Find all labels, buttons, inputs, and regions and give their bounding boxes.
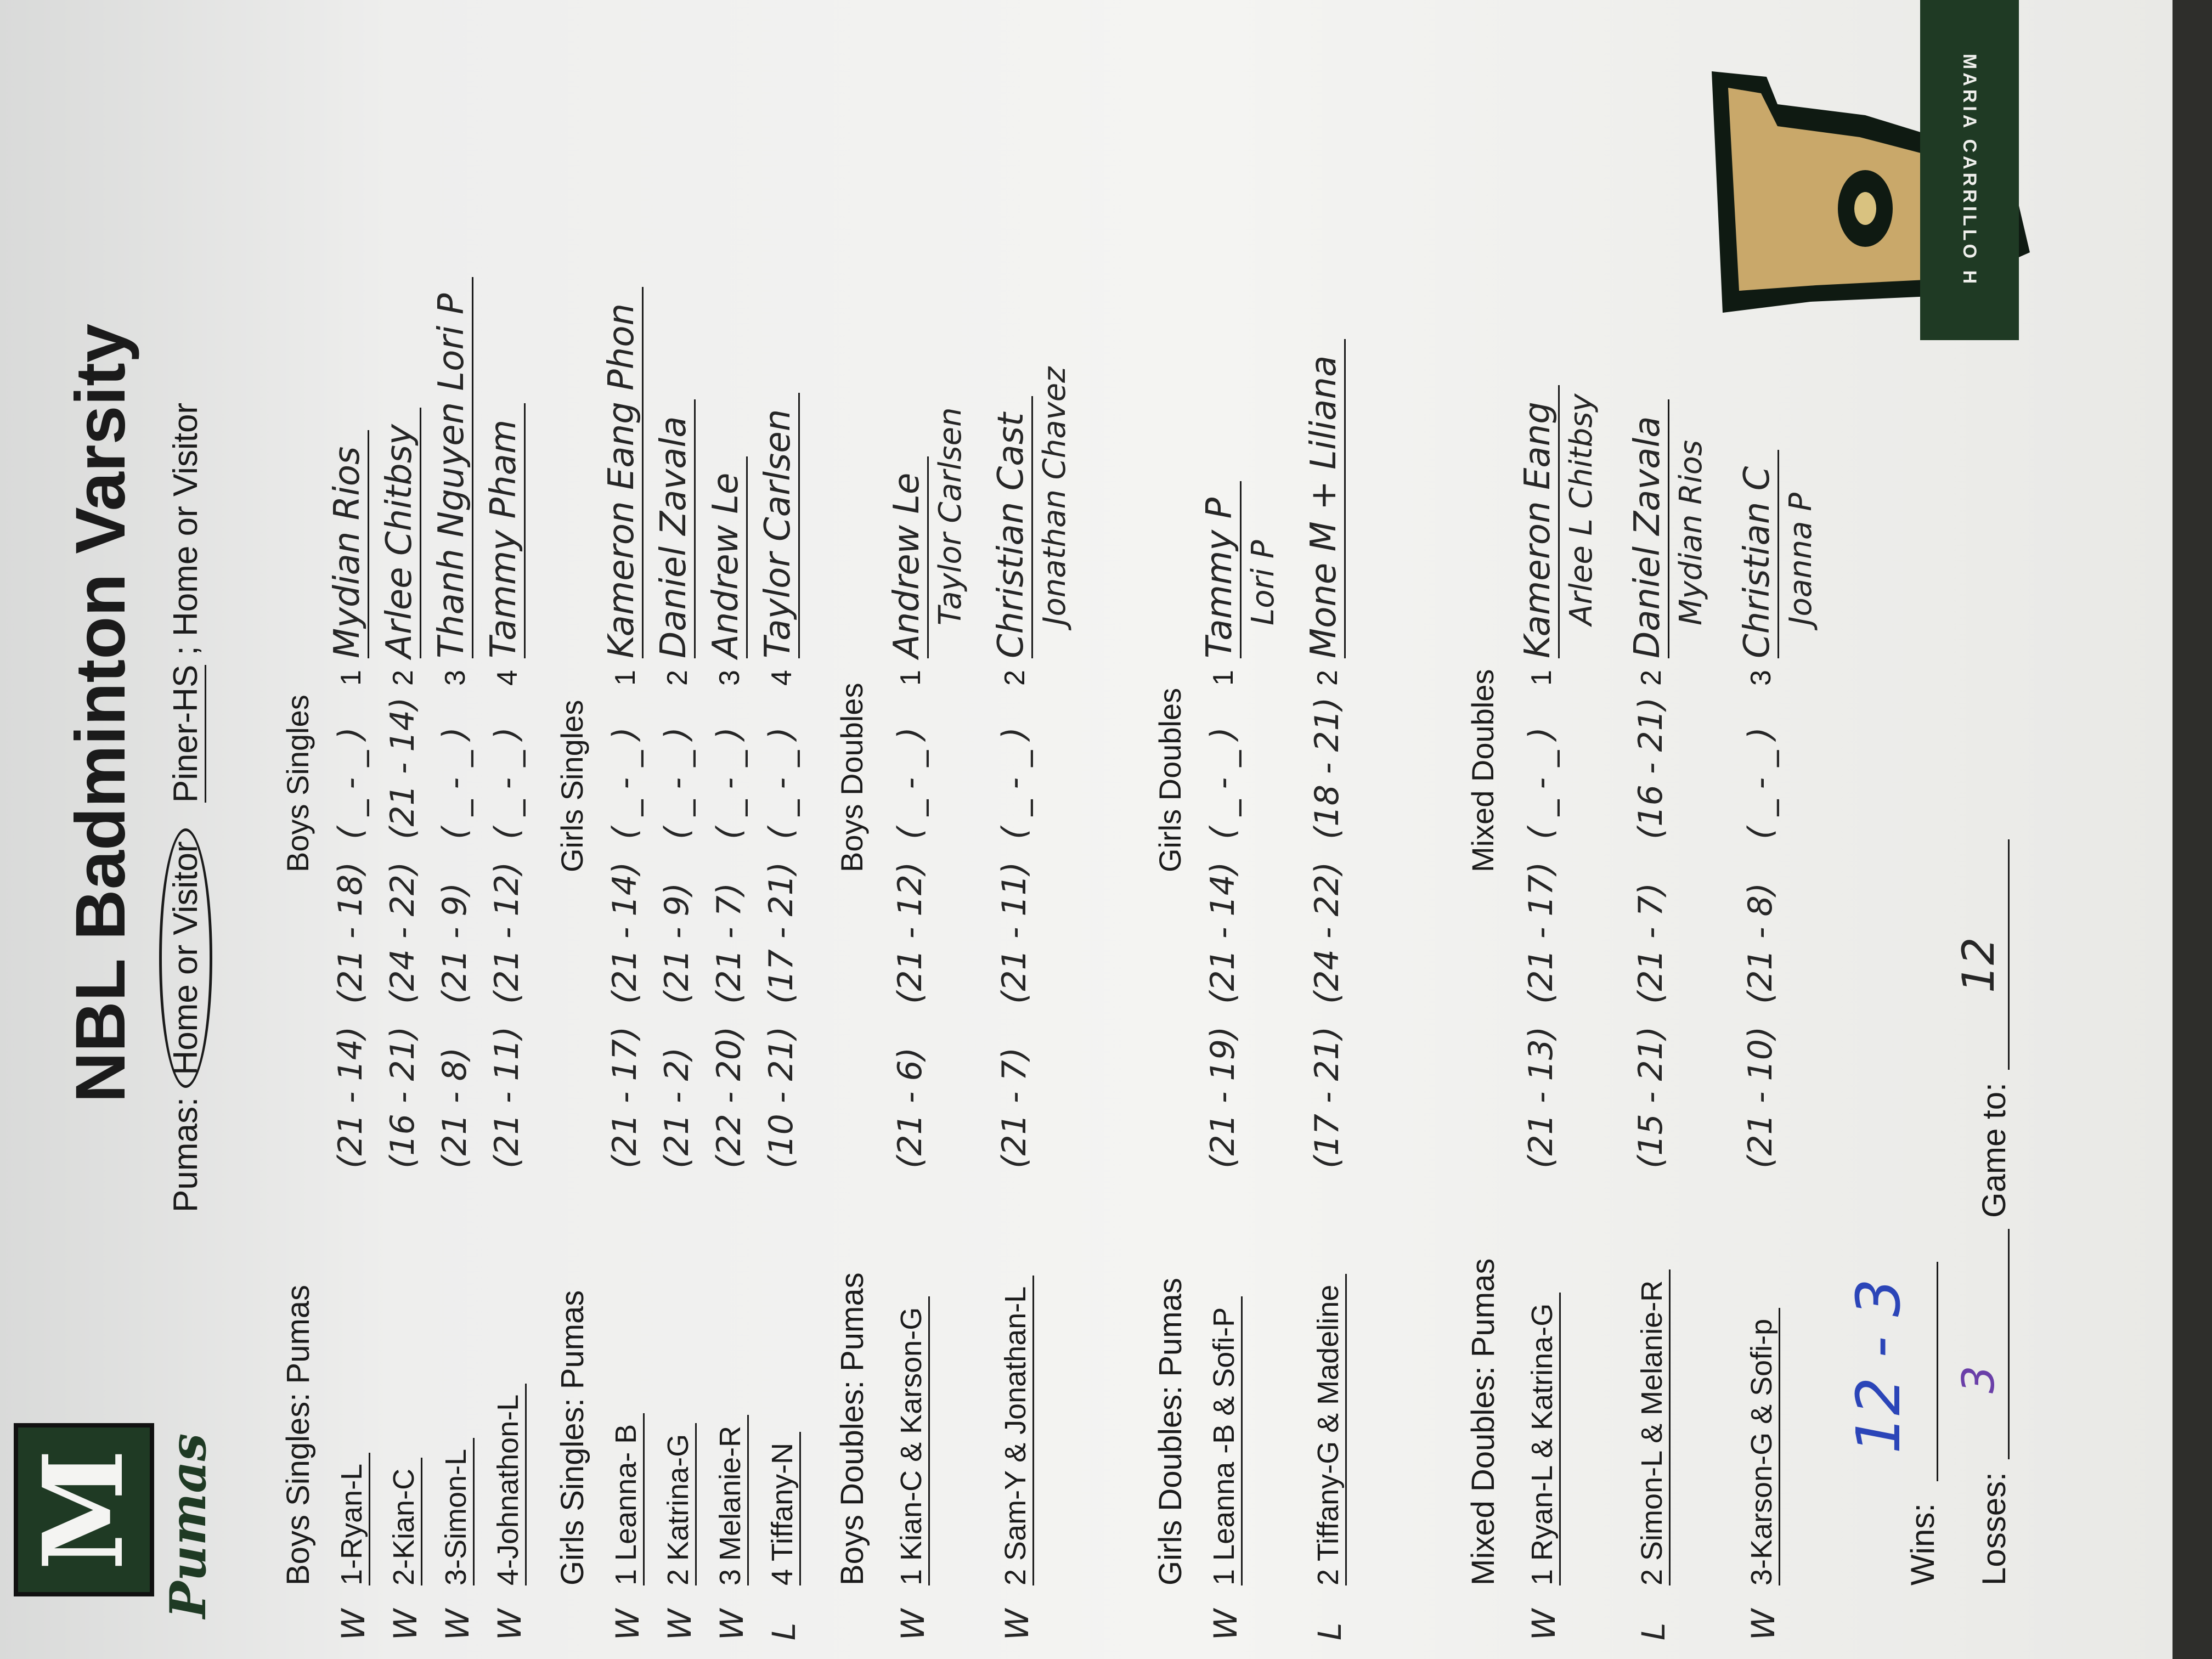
game3-score: ( _ - _ ) [762, 727, 800, 839]
mixed-doubles-row [1627, 33, 1709, 1651]
boys-doubles-title: Boys Doubles: Pumas [834, 1272, 870, 1585]
opponent-number: 2 [387, 670, 419, 686]
result-mark: W [1207, 1609, 1244, 1640]
scoresheet-page [0, 5, 2172, 1651]
opponent-player: Mone M + Liliana [1304, 339, 1346, 658]
opponent-player: Daniel Zavala [653, 400, 696, 659]
game1-score: (10 - 21) [762, 1026, 800, 1169]
boys-doubles-row [991, 33, 1073, 1651]
game2-score: (21 - 12) [488, 861, 526, 1004]
game2-score: (21 - 17) [1522, 861, 1560, 1004]
result-mark: W [1525, 1609, 1562, 1640]
mixed-doubles-head: Mixed Doubles [1465, 669, 1500, 872]
boys-singles-title: Boys Singles: Pumas [280, 1284, 316, 1585]
opponent-number: 1 [1526, 670, 1558, 686]
game1-score: (21 - 11) [488, 1026, 526, 1169]
result-mark: L [1311, 1622, 1348, 1640]
game3-score: ( _ - _ ) [606, 727, 644, 839]
boys-singles-head: Boys Singles [280, 695, 315, 872]
boys-singles-row [379, 33, 442, 1651]
boys-doubles-row [887, 33, 968, 1651]
result-mark: L [1635, 1622, 1672, 1640]
game2-score: (21 - 8) [1741, 882, 1780, 1004]
puma-player: 1 Ryan-L & Katrina-G [1525, 1293, 1561, 1585]
opponent-number: 3 [439, 670, 471, 686]
game2-score: (24 - 22) [383, 861, 422, 1004]
opponent-number: 3 [714, 670, 746, 686]
result-mark: W [387, 1609, 424, 1640]
result-mark: W [439, 1609, 476, 1640]
game1-score: (21 - 13) [1522, 1026, 1560, 1169]
game1-score: (21 - 7) [995, 1047, 1034, 1169]
puma-player: 4-Johnathon-L [491, 1384, 527, 1585]
result-mark: W [894, 1609, 932, 1640]
game3-score: (21 - 14) [383, 697, 422, 839]
puma-player: 2 Sam-Y & Jonathan-L [998, 1276, 1034, 1585]
game3-score: (18 - 21) [1308, 697, 1346, 839]
puma-player: 3-Karson-G & Sofi-p [1745, 1308, 1780, 1585]
losses-value: 3 [1953, 1365, 2004, 1393]
girls-doubles-head: Girls Doubles [1153, 687, 1187, 872]
result-mark: W [998, 1609, 1036, 1640]
opponent-player: Daniel Zavala [1627, 400, 1669, 659]
opponent-partner: Mydian Rios [1673, 439, 1709, 625]
opponent-number: 4 [492, 670, 523, 686]
girls-singles-title: Girls Singles: Pumas [555, 1290, 590, 1585]
opponent-name: Piner-HS [167, 665, 206, 803]
game3-score: ( _ - _ ) [1204, 727, 1242, 839]
game2-score: (21 - 9) [436, 882, 474, 1004]
game3-score: ( _ - _ ) [331, 727, 370, 839]
puma-player: 2 Katrina-G [661, 1423, 697, 1585]
opponent-player: Kameron Eang Phon [601, 287, 644, 658]
opponent-number: 2 [662, 670, 693, 686]
game-to-value: 12 [1953, 937, 2004, 993]
game1-score: (21 - 8) [436, 1047, 474, 1169]
game1-score: (21 - 6) [891, 1047, 929, 1169]
team-label: Pumas: [167, 1097, 205, 1212]
game2-score: (17 - 21) [762, 861, 800, 1004]
boys-singles-row [483, 33, 546, 1651]
opponent-player: Tammy P [1199, 481, 1242, 658]
game1-score: (16 - 21) [383, 1026, 422, 1169]
puma-player: 1 Leanna -B & Sofi-P [1207, 1296, 1243, 1585]
result-mark: L [765, 1622, 803, 1640]
game1-score: (21 - 10) [1741, 1026, 1780, 1169]
opponent-number: 2 [1312, 670, 1344, 686]
game2-score: (21 - 14) [1204, 861, 1242, 1004]
result-mark: W [491, 1609, 528, 1640]
mixed-doubles-title: Mixed Doubles: Pumas [1465, 1258, 1501, 1585]
game3-score: ( _ - _ ) [1741, 727, 1780, 839]
opponent-player: Andrew Le [887, 456, 929, 658]
opponent-player: Mydian Rios [327, 430, 369, 658]
puma-player: 3-Simon-L [439, 1438, 475, 1585]
game3-score: ( _ - _ ) [436, 727, 474, 839]
wins-value: 12 - 3 [1843, 1278, 1914, 1454]
opponent-partner: Taylor Carlsen [933, 407, 968, 625]
result-mark: W [335, 1609, 372, 1640]
opponent-player: Andrew Le [706, 456, 748, 658]
girls-singles-row [758, 33, 820, 1651]
game2-score: (21 - 12) [891, 861, 929, 1004]
game3-score: ( _ - _ ) [1522, 727, 1560, 839]
girls-singles-head: Girls Singles [555, 699, 589, 872]
school-banner-text: MARIA CARRILLO H [1959, 53, 1980, 287]
result-mark: W [661, 1609, 698, 1640]
girls-doubles-row [1199, 33, 1281, 1651]
game2-score: (24 - 22) [1308, 861, 1346, 1004]
boys-singles-row [431, 33, 494, 1651]
game1-score: (21 - 14) [331, 1026, 370, 1169]
wins-label: Wins: [1904, 1503, 1941, 1585]
game2-score: (21 - 7) [710, 882, 748, 1004]
game2-score: (21 - 14) [606, 861, 644, 1004]
game3-score: (16 - 21) [1632, 697, 1670, 839]
opponent-player: Christian C [1737, 450, 1779, 658]
girls-singles-row [653, 33, 716, 1651]
home-visitor-left: Home or Visitor [159, 828, 212, 1087]
header-line [159, 403, 212, 1212]
result-mark: W [1745, 1609, 1782, 1640]
puma-player: 4 Tiffany-N [765, 1432, 801, 1585]
boys-singles-row [327, 33, 390, 1651]
puma-player: 1 Kian-C & Karson-G [894, 1296, 930, 1585]
game3-score: ( _ - _ ) [995, 727, 1034, 839]
mixed-doubles-row [1517, 33, 1599, 1651]
sheet-title: NBL Badminton Varsity [61, 323, 140, 1103]
opponent-number: 4 [766, 670, 798, 686]
opponent-number: 2 [1635, 670, 1667, 686]
game3-score: ( _ - _ ) [891, 727, 929, 839]
game1-score: (21 - 2) [658, 1047, 696, 1169]
school-banner [1920, 0, 2019, 340]
opponent-player: Taylor Carlsen [758, 393, 800, 658]
game3-score: ( _ - _ ) [710, 727, 748, 839]
opponent-partner: Jonathan Chavez [1037, 366, 1073, 625]
girls-singles-row [706, 33, 768, 1651]
puma-player: 1-Ryan-L [335, 1453, 370, 1585]
result-mark: W [609, 1609, 646, 1640]
losses-line [2008, 1229, 2010, 1459]
result-mark: W [713, 1609, 751, 1640]
opponent-player: Arlee Chitbsy [379, 408, 421, 658]
game2-score: (21 - 7) [1632, 882, 1670, 1004]
opponent-player: Tammy Pham [483, 403, 526, 658]
game1-score: (17 - 21) [1308, 1026, 1346, 1169]
opponent-number: 2 [999, 670, 1031, 686]
puma-player: 1 Leanna- B [609, 1413, 645, 1585]
game1-score: (21 - 17) [606, 1026, 644, 1169]
opponent-player: Kameron Eang [1517, 385, 1560, 658]
game3-score: ( _ - _ ) [658, 727, 696, 839]
home-visitor-right: ; Home or Visitor [167, 402, 205, 656]
game-to-label: Game to: [1976, 1082, 2012, 1218]
opponent-partner: Arlee L Chitbsy [1564, 393, 1599, 625]
game2-score: (21 - 11) [995, 861, 1034, 1004]
puma-player: 2-Kian-C [387, 1458, 422, 1585]
boys-doubles-head: Boys Doubles [834, 682, 869, 872]
puma-player: 2 Simon-L & Melanie-R [1635, 1269, 1671, 1585]
opponent-player: Thanh Nguyen Lori P [431, 277, 473, 658]
game-to-line [2008, 839, 2010, 1070]
puma-player: 3 Melanie-R [713, 1415, 749, 1585]
game1-score: (21 - 19) [1204, 1026, 1242, 1169]
opponent-player: Christian Cast [991, 396, 1033, 658]
girls-singles-row [601, 33, 664, 1651]
wins-line [1937, 1262, 1938, 1481]
opponent-partner: Lori P [1245, 540, 1281, 625]
opponent-number: 1 [610, 670, 641, 686]
puma-player: 2 Tiffany-G & Madeline [1311, 1274, 1347, 1585]
girls-doubles-row [1304, 33, 1366, 1651]
opponent-number: 3 [1745, 670, 1777, 686]
game3-score: ( _ - _ ) [488, 727, 526, 839]
game1-score: (15 - 21) [1632, 1026, 1670, 1169]
game1-score: (22 - 20) [710, 1026, 748, 1169]
opponent-number: 1 [1207, 670, 1239, 686]
girls-doubles-title: Girls Doubles: Pumas [1153, 1278, 1188, 1585]
school-logo-script: Pumas [159, 1433, 217, 1618]
game2-score: (21 - 9) [658, 882, 696, 1004]
school-logo: M [14, 1423, 154, 1596]
losses-label: Losses: [1976, 1472, 2012, 1585]
opponent-number: 1 [895, 670, 927, 686]
opponent-number: 1 [335, 670, 367, 686]
game2-score: (21 - 18) [331, 861, 370, 1004]
opponent-partner: Joanna P [1783, 493, 1819, 625]
